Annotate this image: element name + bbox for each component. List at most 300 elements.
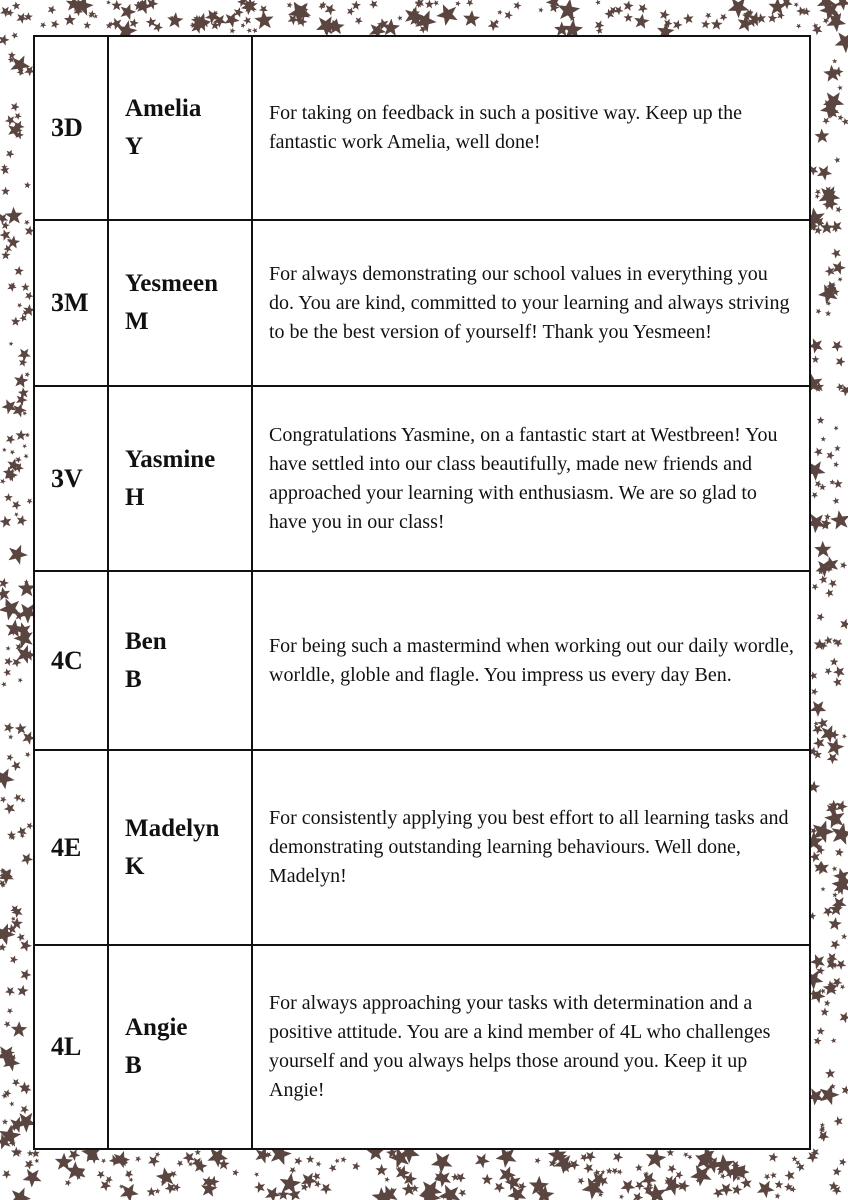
first-name: Madelyn xyxy=(125,814,220,842)
star-icon xyxy=(17,827,27,837)
award-message: Congratulations Yasmine, on a fantastic start at Westbreen! You have settled into our class beautifully, made new friends and approached your learning with enthusiasm. We are so glad to have you in our class! xyxy=(252,386,810,571)
star-icon xyxy=(585,1151,596,1162)
student-name xyxy=(108,945,252,1149)
star-icon xyxy=(17,515,28,526)
star-icon xyxy=(841,933,847,939)
star-icon xyxy=(5,207,23,224)
star-icon xyxy=(2,447,7,452)
star-icon xyxy=(732,1184,743,1195)
star-icon xyxy=(757,1181,775,1199)
star-icon xyxy=(10,955,18,964)
last-initial: B xyxy=(125,665,142,693)
star-icon xyxy=(675,1171,683,1179)
star-icon xyxy=(458,1189,466,1197)
star-icon xyxy=(5,987,15,997)
star-icon xyxy=(232,1169,239,1176)
award-message: For taking on feedback in such a positive way. Keep up the fantastic work Amelia, well done! xyxy=(252,36,810,220)
star-icon xyxy=(583,1163,593,1173)
star-icon xyxy=(781,0,793,9)
star-icon xyxy=(1,187,10,196)
star-icon xyxy=(7,1008,13,1014)
star-icon xyxy=(842,118,848,126)
star-icon xyxy=(148,1155,160,1167)
star-icon xyxy=(830,510,848,529)
star-icon xyxy=(821,436,827,442)
star-icon xyxy=(1,682,7,688)
star-icon xyxy=(740,1177,752,1189)
star-icon xyxy=(25,752,31,758)
star-icon xyxy=(838,115,844,121)
awards-table xyxy=(33,35,811,1150)
star-icon xyxy=(7,754,14,761)
star-icon xyxy=(812,355,820,363)
star-icon xyxy=(4,722,14,733)
class-code: 3D xyxy=(34,36,108,220)
award-message: For being such a mastermind when working out our daily wordle, worldle, globle and flagle. You impress us every day Ben. xyxy=(252,571,810,750)
star-icon xyxy=(183,1152,195,1164)
star-icon xyxy=(397,15,402,20)
star-icon xyxy=(810,851,821,862)
star-icon xyxy=(312,1172,320,1180)
class-code: 4E xyxy=(34,750,108,945)
star-icon xyxy=(40,22,47,29)
star-icon xyxy=(0,229,10,241)
star-icon xyxy=(824,513,831,520)
star-icon xyxy=(825,310,831,316)
star-icon xyxy=(13,794,21,802)
star-icon xyxy=(814,1037,822,1045)
star-icon xyxy=(8,51,16,59)
star-icon xyxy=(4,493,13,501)
star-icon xyxy=(836,960,847,970)
star-icon xyxy=(9,1101,14,1106)
star-icon xyxy=(64,14,76,25)
last-initial: M xyxy=(125,308,149,335)
star-icon xyxy=(833,479,843,488)
star-icon xyxy=(334,1158,339,1163)
star-icon xyxy=(784,1170,794,1181)
star-icon xyxy=(0,578,9,588)
star-icon xyxy=(673,20,683,30)
star-icon xyxy=(224,12,239,27)
star-icon xyxy=(836,206,843,213)
star-icon xyxy=(463,10,480,27)
star-icon xyxy=(814,129,829,144)
award-row xyxy=(34,571,810,750)
star-icon xyxy=(634,14,649,29)
star-icon xyxy=(25,372,30,378)
star-icon xyxy=(294,1157,302,1166)
star-icon xyxy=(635,1164,643,1172)
award-message: For consistently applying you best effort to all learning tasks and demonstrating outstanding learning behaviours. Well done, Madelyn! xyxy=(252,750,810,945)
star-icon xyxy=(821,887,826,892)
star-icon xyxy=(810,701,827,717)
star-icon xyxy=(129,1177,134,1182)
star-icon xyxy=(17,933,25,942)
star-icon xyxy=(17,303,22,308)
star-icon xyxy=(4,803,16,814)
last-initial: K xyxy=(125,852,145,880)
star-icon xyxy=(4,1021,11,1028)
star-icon xyxy=(507,1186,526,1200)
star-icon xyxy=(0,796,7,803)
star-icon xyxy=(11,916,16,921)
star-icon xyxy=(0,516,11,528)
star-icon xyxy=(842,734,847,739)
star-icon xyxy=(820,1085,840,1106)
class-code: 3M xyxy=(34,220,108,386)
star-icon xyxy=(818,1131,829,1142)
star-icon xyxy=(6,435,16,445)
star-icon xyxy=(14,266,24,276)
last-initial: B xyxy=(125,1052,142,1079)
star-icon xyxy=(623,1,633,12)
star-icon xyxy=(0,924,15,946)
star-icon xyxy=(482,1174,493,1185)
star-icon xyxy=(705,12,712,19)
star-icon xyxy=(341,1156,347,1162)
star-icon xyxy=(241,23,246,28)
star-icon xyxy=(167,12,183,28)
star-icon xyxy=(21,969,32,981)
star-icon xyxy=(20,1105,29,1114)
star-icon xyxy=(382,19,400,37)
star-icon xyxy=(106,0,111,5)
star-icon xyxy=(720,14,728,22)
star-icon xyxy=(247,28,252,34)
star-icon xyxy=(638,4,648,14)
star-icon xyxy=(111,0,122,10)
star-icon xyxy=(0,7,11,18)
star-icon xyxy=(243,16,251,25)
star-icon xyxy=(24,182,31,189)
star-icon xyxy=(316,1161,322,1167)
star-icon xyxy=(147,1187,157,1196)
star-icon xyxy=(12,1,21,10)
star-icon xyxy=(817,1027,825,1035)
class-code: 4L xyxy=(34,945,108,1149)
star-icon xyxy=(51,20,60,29)
star-icon xyxy=(188,1162,193,1167)
star-icon xyxy=(14,512,19,517)
star-icon xyxy=(2,1119,8,1125)
star-icon xyxy=(825,589,834,598)
star-icon xyxy=(840,1012,848,1023)
star-icon xyxy=(24,454,29,459)
star-icon xyxy=(4,657,13,666)
star-icon xyxy=(838,277,843,282)
star-icon xyxy=(277,1189,289,1200)
star-icon xyxy=(24,12,33,21)
star-icon xyxy=(97,1171,106,1179)
star-icon xyxy=(832,59,837,64)
star-icon xyxy=(287,1188,300,1200)
star-icon xyxy=(287,2,293,8)
star-icon xyxy=(289,1167,296,1174)
star-icon xyxy=(11,761,21,771)
star-icon xyxy=(720,1173,726,1179)
first-name: Angie xyxy=(125,1014,188,1041)
star-icon xyxy=(840,619,848,630)
star-icon xyxy=(101,1159,106,1164)
star-icon xyxy=(254,1182,265,1193)
star-icon xyxy=(827,451,835,460)
star-icon xyxy=(433,0,439,6)
star-icon xyxy=(683,1152,689,1158)
star-icon xyxy=(20,940,32,952)
student-name xyxy=(108,750,252,945)
award-message: For always approaching your tasks with determination and a positive attitude. You are a kind member of 4L who challenges yourself and you always helps those around you. Keep it up Angie! xyxy=(252,945,810,1149)
star-icon xyxy=(425,0,434,8)
star-icon xyxy=(505,11,514,20)
star-icon xyxy=(810,954,825,969)
star-icon xyxy=(11,1188,32,1200)
star-icon xyxy=(14,113,21,120)
star-icon xyxy=(0,479,6,485)
star-icon xyxy=(775,1193,781,1199)
star-icon xyxy=(34,1158,39,1163)
star-icon xyxy=(764,1174,771,1180)
star-icon xyxy=(496,1147,517,1168)
award-row xyxy=(34,945,810,1149)
star-icon xyxy=(577,1177,584,1184)
star-icon xyxy=(613,1152,623,1163)
star-icon xyxy=(254,10,273,29)
star-icon xyxy=(624,13,633,22)
star-icon xyxy=(1,251,10,260)
star-icon xyxy=(24,220,30,226)
star-icon xyxy=(10,450,15,455)
star-icon xyxy=(369,0,378,9)
star-icon xyxy=(21,853,33,865)
star-icon xyxy=(833,1167,842,1176)
star-icon xyxy=(434,1171,451,1188)
star-icon xyxy=(16,13,27,24)
star-icon xyxy=(833,666,845,678)
award-row xyxy=(34,36,810,220)
star-icon xyxy=(3,668,11,676)
star-icon xyxy=(832,892,838,898)
star-icon xyxy=(31,1149,40,1158)
star-icon xyxy=(595,0,601,5)
star-icon xyxy=(768,0,786,15)
star-icon xyxy=(595,20,605,30)
star-icon xyxy=(825,266,835,276)
star-icon xyxy=(9,341,14,346)
star-icon xyxy=(833,677,842,686)
star-icon xyxy=(535,1157,541,1164)
star-icon xyxy=(0,769,15,790)
star-icon xyxy=(497,10,502,15)
star-icon xyxy=(26,498,32,504)
first-name: Yesmeen xyxy=(125,270,219,297)
star-icon xyxy=(633,1192,643,1200)
first-name: Ben xyxy=(125,627,167,655)
star-icon xyxy=(466,0,474,7)
star-icon xyxy=(812,584,819,591)
star-icon xyxy=(351,0,361,9)
star-icon xyxy=(83,21,91,29)
star-icon xyxy=(836,357,846,367)
star-icon xyxy=(811,492,818,499)
star-icon xyxy=(355,17,363,25)
star-icon xyxy=(822,118,830,125)
star-icon xyxy=(831,1038,837,1044)
award-row xyxy=(34,220,810,386)
star-icon xyxy=(558,0,580,21)
star-icon xyxy=(0,587,10,601)
star-icon xyxy=(834,1116,843,1126)
star-icon xyxy=(129,18,139,28)
star-icon xyxy=(813,737,825,749)
star-icon xyxy=(329,1164,337,1172)
star-icon xyxy=(814,448,823,457)
star-icon xyxy=(11,1021,28,1037)
star-icon xyxy=(832,866,838,872)
star-icon xyxy=(176,1160,183,1167)
award-row xyxy=(34,750,810,945)
first-name: Amelia xyxy=(125,95,202,122)
star-icon xyxy=(25,432,30,437)
student-name xyxy=(108,36,252,220)
last-initial: H xyxy=(125,483,145,511)
star-icon xyxy=(770,1172,777,1179)
class-code: 4C xyxy=(34,571,108,750)
star-icon xyxy=(20,797,26,803)
star-icon xyxy=(834,445,841,451)
star-icon xyxy=(831,249,841,259)
star-icon xyxy=(832,497,839,504)
star-icon xyxy=(18,349,31,362)
star-icon xyxy=(8,545,28,565)
star-icon xyxy=(306,1155,314,1163)
star-icon xyxy=(816,966,825,975)
student-name xyxy=(108,220,252,386)
star-icon xyxy=(824,1000,831,1007)
award-row xyxy=(34,386,810,571)
award-message: For always demonstrating our school values in everything you do. You are kind, committed to your learning and always striving to be the best version of yourself! Thank you Yesmeen! xyxy=(252,220,810,386)
star-icon xyxy=(683,13,694,24)
star-icon xyxy=(811,688,818,695)
star-icon xyxy=(252,28,258,34)
star-icon xyxy=(5,115,16,126)
star-icon xyxy=(660,10,670,21)
star-icon xyxy=(15,723,27,735)
star-icon xyxy=(431,1153,453,1174)
star-icon xyxy=(456,1173,466,1183)
star-icon xyxy=(606,1167,613,1174)
star-icon xyxy=(840,984,846,989)
star-icon xyxy=(825,1068,835,1078)
star-icon xyxy=(16,430,27,441)
star-icon xyxy=(833,426,838,431)
star-icon xyxy=(836,800,848,812)
star-icon xyxy=(819,1126,825,1132)
last-initial: Y xyxy=(125,133,144,160)
star-icon xyxy=(825,668,833,676)
star-icon xyxy=(817,416,825,424)
star-icon xyxy=(385,1177,391,1183)
star-icon xyxy=(155,1188,161,1194)
star-icon xyxy=(135,1156,141,1163)
student-name xyxy=(108,386,252,571)
star-icon xyxy=(839,1158,847,1166)
star-icon xyxy=(646,1148,667,1169)
star-icon xyxy=(833,461,839,467)
star-icon xyxy=(22,411,27,416)
star-icon xyxy=(840,562,847,569)
star-icon xyxy=(831,341,843,352)
star-icon xyxy=(120,1184,139,1200)
star-icon xyxy=(817,613,825,621)
star-icon xyxy=(830,479,836,485)
star-icon xyxy=(12,1079,20,1087)
star-icon xyxy=(539,7,544,12)
class-code: 3V xyxy=(34,386,108,571)
star-icon xyxy=(514,1,522,9)
star-icon xyxy=(835,848,844,857)
star-icon xyxy=(17,985,29,996)
star-icon xyxy=(230,28,236,34)
star-icon xyxy=(23,1169,42,1188)
star-icon xyxy=(842,1086,848,1095)
star-icon xyxy=(837,85,842,91)
star-icon xyxy=(814,721,819,726)
star-icon xyxy=(2,1170,11,1179)
star-icon xyxy=(796,24,801,29)
star-icon xyxy=(146,17,157,28)
star-icon xyxy=(815,194,820,199)
star-icon xyxy=(835,32,848,53)
student-name xyxy=(108,571,252,750)
star-icon xyxy=(153,22,163,32)
star-icon xyxy=(15,457,22,464)
star-icon xyxy=(8,734,13,739)
star-icon xyxy=(6,150,15,159)
star-icon xyxy=(831,823,848,845)
star-icon xyxy=(621,1180,636,1194)
star-icon xyxy=(352,1162,360,1171)
star-icon xyxy=(121,4,137,20)
star-icon xyxy=(814,541,831,558)
star-icon xyxy=(0,34,10,45)
star-icon xyxy=(769,1152,779,1162)
star-icon xyxy=(254,1172,259,1177)
star-icon xyxy=(619,1194,624,1199)
star-icon xyxy=(147,0,159,10)
star-icon xyxy=(830,658,839,666)
star-icon xyxy=(316,16,337,36)
star-icon xyxy=(819,575,828,584)
star-icon xyxy=(320,1184,332,1195)
star-icon xyxy=(711,18,723,29)
star-icon xyxy=(234,7,244,17)
star-icon xyxy=(794,2,799,7)
star-icon xyxy=(22,444,27,449)
star-icon xyxy=(817,166,832,181)
star-icon xyxy=(325,4,337,16)
star-icon xyxy=(11,32,18,39)
star-icon xyxy=(21,283,30,291)
star-icon xyxy=(815,189,821,195)
star-icon xyxy=(12,501,22,511)
first-name: Yasmine xyxy=(125,445,216,473)
star-icon xyxy=(0,943,7,951)
star-icon xyxy=(375,1164,387,1176)
star-icon xyxy=(833,261,846,275)
star-icon xyxy=(768,13,778,22)
star-icon xyxy=(455,1,461,7)
